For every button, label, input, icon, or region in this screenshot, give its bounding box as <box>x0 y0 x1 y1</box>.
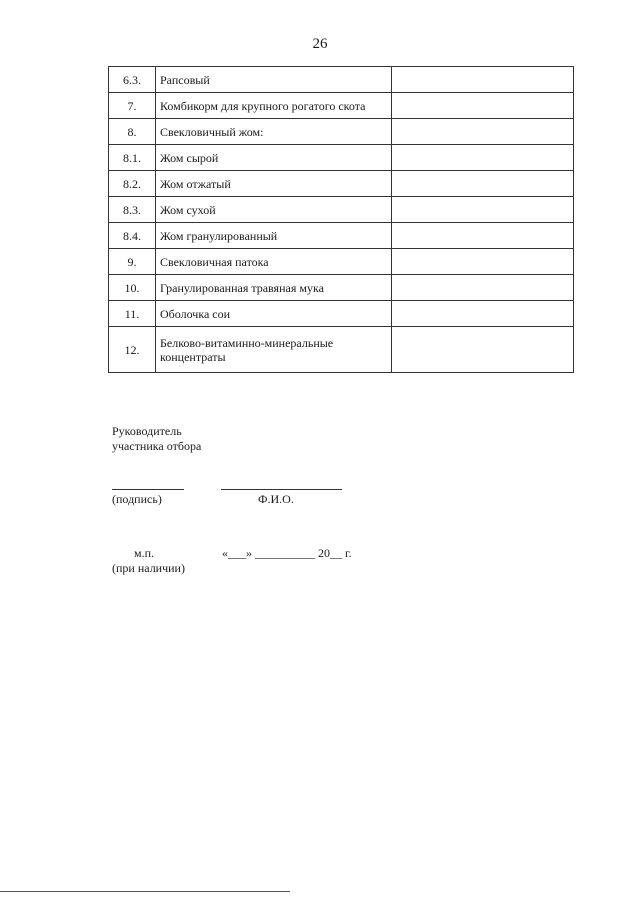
feed-items-table <box>108 66 574 373</box>
row-value-cell[interactable] <box>392 145 574 171</box>
date-field[interactable]: «___» __________ 20__ г. <box>222 546 352 560</box>
row-name: Свекловичный жом: <box>156 119 392 145</box>
signature-label: (подпись) <box>112 492 162 506</box>
table-row <box>109 171 574 197</box>
signature-line[interactable] <box>112 489 184 490</box>
row-number: 8.1. <box>109 145 156 171</box>
row-number: 8.4. <box>109 223 156 249</box>
table-row <box>109 275 574 301</box>
signatory-title <box>112 424 201 454</box>
table-row <box>109 93 574 119</box>
row-value-cell[interactable] <box>392 301 574 327</box>
table-row <box>109 145 574 171</box>
row-number: 9. <box>109 249 156 275</box>
row-value-cell[interactable] <box>392 171 574 197</box>
row-number: 7. <box>109 93 156 119</box>
table-row <box>109 197 574 223</box>
row-number: 11. <box>109 301 156 327</box>
table-row <box>109 223 574 249</box>
row-value-cell[interactable] <box>392 275 574 301</box>
row-name: Рапсовый <box>156 67 392 93</box>
row-number: 6.3. <box>109 67 156 93</box>
fio-label: Ф.И.О. <box>258 492 294 506</box>
row-value-cell[interactable] <box>392 327 574 373</box>
row-name: Оболочка сои <box>156 301 392 327</box>
row-value-cell[interactable] <box>392 93 574 119</box>
signatory-title-line2: участника отбора <box>112 439 202 453</box>
stamp-note: (при наличии) <box>112 561 185 575</box>
row-name: Жом отжатый <box>156 171 392 197</box>
row-value-cell[interactable] <box>392 197 574 223</box>
row-number: 8. <box>109 119 156 145</box>
row-number: 12. <box>109 327 156 373</box>
row-name: Белково-витаминно-минеральные концентраты <box>156 327 392 373</box>
row-value-cell[interactable] <box>392 119 574 145</box>
row-value-cell[interactable] <box>392 223 574 249</box>
table-row <box>109 119 574 145</box>
row-value-cell[interactable] <box>392 67 574 93</box>
row-name: Жом сырой <box>156 145 392 171</box>
table-row <box>109 67 574 93</box>
row-name: Комбикорм для крупного рогатого скота <box>156 93 392 119</box>
page-number: 26 <box>312 36 328 52</box>
row-name: Жом сухой <box>156 197 392 223</box>
fio-line[interactable] <box>221 489 342 490</box>
row-value-cell[interactable] <box>392 249 574 275</box>
table-row <box>109 327 574 373</box>
signatory-title-line1: Руководитель <box>112 424 182 438</box>
row-name: Жом гранулированный <box>156 223 392 249</box>
row-name: Свекловичная патока <box>156 249 392 275</box>
table-row <box>109 301 574 327</box>
row-name: Гранулированная травяная мука <box>156 275 392 301</box>
table-row <box>109 249 574 275</box>
stamp-label: м.п. <box>134 546 155 560</box>
footer-divider <box>0 891 290 892</box>
row-number: 8.3. <box>109 197 156 223</box>
row-number: 10. <box>109 275 156 301</box>
row-number: 8.2. <box>109 171 156 197</box>
